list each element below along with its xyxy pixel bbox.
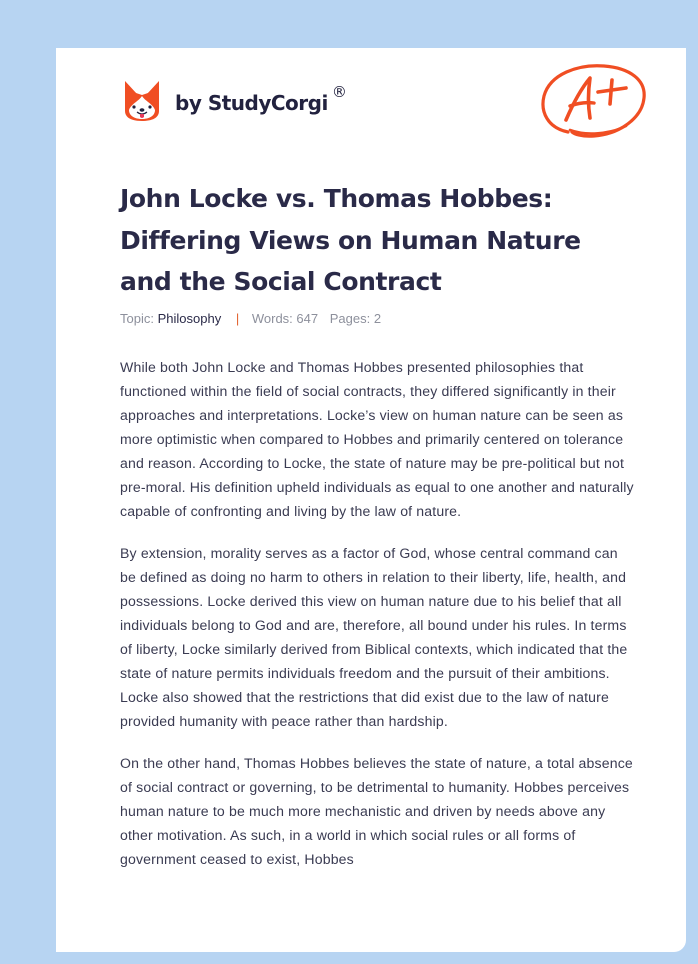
words-count: 647: [296, 311, 319, 326]
essay-title: John Locke vs. Thomas Hobbes: Differing Views on Human Nature and the Social Contract: [120, 184, 581, 296]
topic-label: Topic:: [120, 311, 154, 326]
paragraph: On the other hand, Thomas Hobbes believes the state of nature, a total absence of social contract or governing, to be detrimental to humanity. Hobbes perceives human nature to be much more mechanistic and driven by needs above any other motivation. As such, in a world in which social rules or all forms of government ceased to exist, Hobbes: [120, 755, 633, 867]
topic-link[interactable]: Philosophy: [157, 311, 222, 326]
corgi-icon: [122, 79, 162, 123]
studycorgi-logo[interactable]: [122, 76, 347, 126]
essay-meta: [120, 311, 381, 326]
a-plus-grade-icon: [538, 60, 648, 140]
meta-separator: |: [235, 311, 240, 326]
paragraph: While both John Locke and Thomas Hobbes presented philosophies that functioned within the field of social contracts, they differed significantly in their approaches and interpretations. Locke’s view on human nature can be seen as more optimistic when compared to Hobbes and primarily centered on tolerance and reason. According to Locke, the state of nature may be pre-political but not pre-moral. His definition upheld individuals as equal to one another and naturally capable of confronting and living by the law of nature.: [120, 359, 634, 519]
essay-body: [120, 355, 634, 889]
essay-card: [56, 48, 686, 952]
paragraph: By extension, morality serves as a factor of God, whose central command can be defined as doing no harm to others in relation to their liberty, life, health, and possessions. Locke derived this view on human nature due to his belief that all individuals belong to God and are, therefore, all bound under his rules. In terms of liberty, Locke similarly derived from Biblical contexts, which indicated that the state of nature permits individuals freedom and the pursuit of their ambitions. Locke also showed that the restrictions that did exist due to the law of nature provided humanity with peace rather than hardship.: [120, 545, 628, 729]
brand-name: by StudyCorgi: [175, 91, 328, 115]
pages-label: Pages:: [329, 311, 371, 326]
words-label: Words:: [251, 311, 293, 326]
pages-count: 2: [373, 311, 382, 326]
registered-mark: ®: [331, 83, 347, 101]
